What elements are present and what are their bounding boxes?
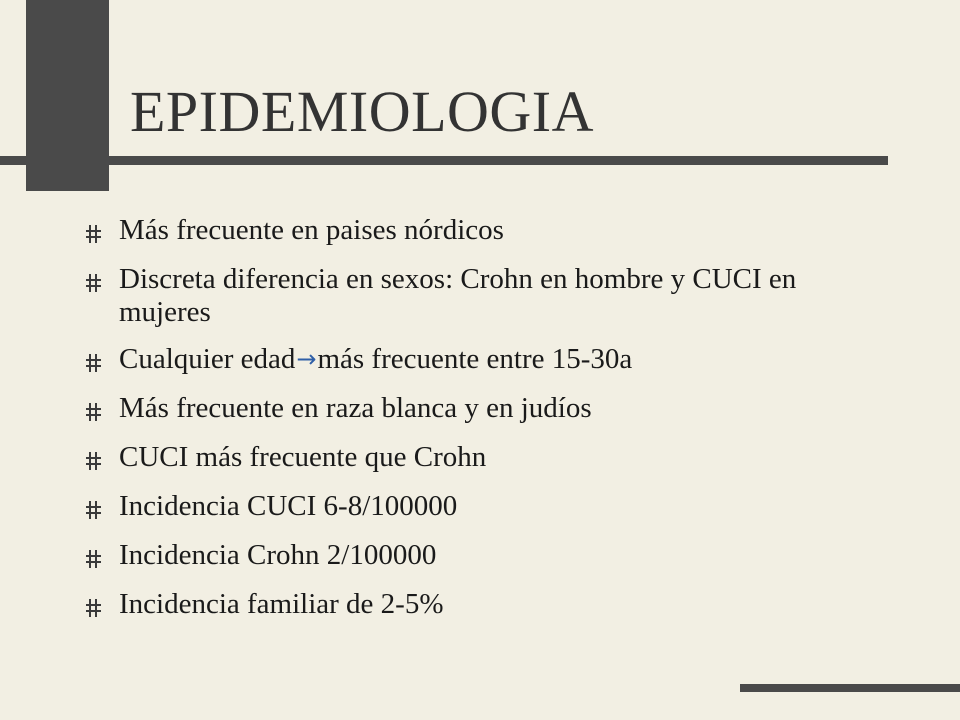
hash-bullet-icon [86,274,101,292]
bullet-text: Incidencia Crohn 2/100000 [119,539,437,571]
bullet-item [86,490,906,523]
bullet-item [86,214,906,247]
bullet-item [86,392,906,425]
bullet-text: Más frecuente en paises nórdicos [119,214,504,246]
hash-bullet-icon [86,403,101,421]
bullet-text-start: Cualquier edad [119,343,296,375]
hash-bullet-icon [86,225,101,243]
bullet-list [86,214,906,637]
bullet-text [119,343,632,376]
bullet-text: Discreta diferencia en sexos: Crohn en hombre y CUCI en mujeres [119,263,797,328]
hash-bullet-icon [86,599,101,617]
bullet-text-end: más frecuente entre 15-30a [317,343,633,375]
bullet-text: CUCI más frecuente que Crohn [119,441,487,473]
footer-line [740,684,960,692]
arrow-right-icon: → [296,345,317,373]
bullet-item [86,588,906,621]
title-underline [0,156,888,165]
bullet-item [86,441,906,474]
hash-bullet-icon [86,501,101,519]
bullet-text: Más frecuente en raza blanca y en judíos [119,392,592,424]
hash-bullet-icon [86,550,101,568]
bullet-text: Incidencia CUCI 6-8/100000 [119,490,458,522]
bullet-item [86,263,906,329]
bullet-item [86,343,906,376]
bullet-item [86,539,906,572]
slide-title: EPIDEMIOLOGIA [130,79,594,144]
hash-bullet-icon [86,354,101,372]
bullet-text: Incidencia familiar de 2-5% [119,588,444,620]
hash-bullet-icon [86,452,101,470]
